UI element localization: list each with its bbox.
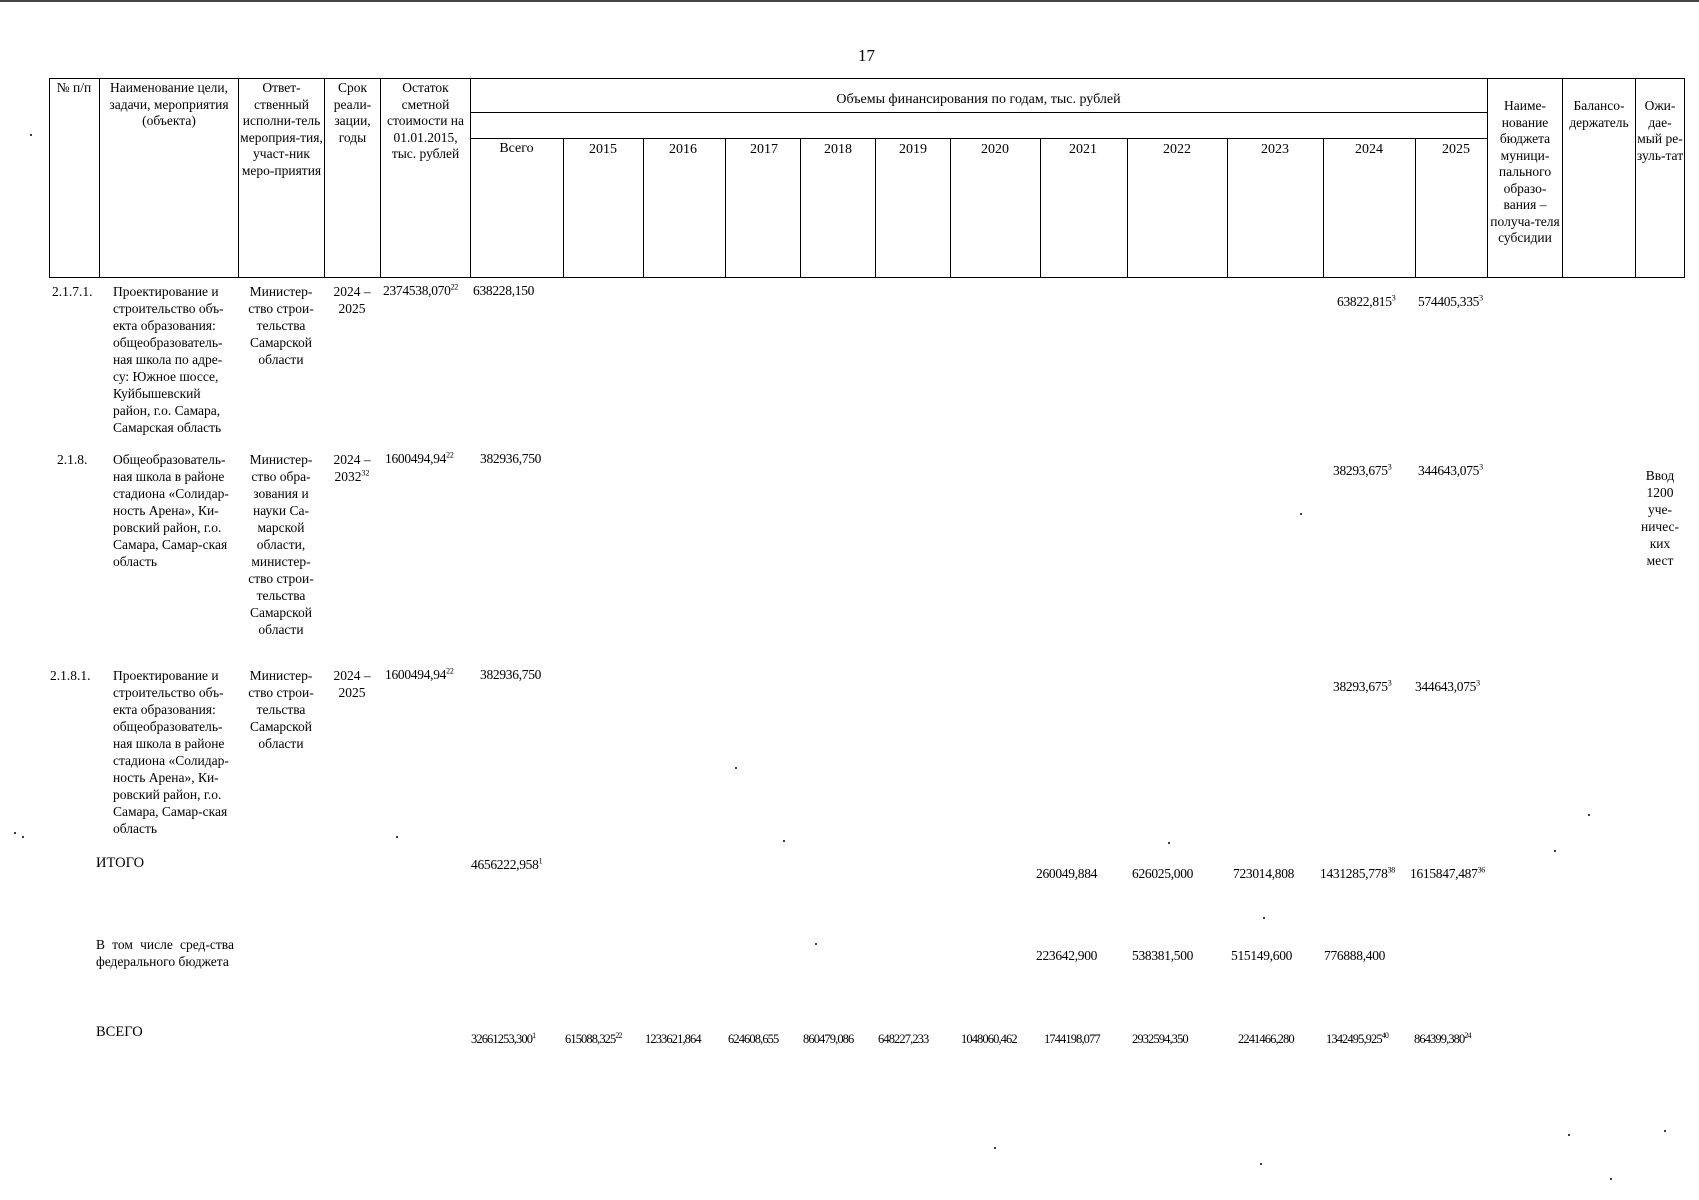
vsego-2019: 648227,233 <box>878 1032 929 1046</box>
federal-label: В том числе сред-ства федерального бюджета <box>96 937 234 969</box>
row-executor: Министер-ство строи-тельства Самарской области <box>248 284 314 367</box>
row-2024: 63822,815$^3$ <box>1337 293 1396 309</box>
vsego-2015: 615088,325$^{22}$ <box>565 1030 622 1046</box>
row-total: 382936,750 <box>480 667 542 682</box>
header-num: № п/п <box>56 80 92 95</box>
vsego-2025: 864399,380$^{24}$ <box>1414 1030 1471 1046</box>
row-name: Проектирование и строительство объ-екта образования: общеобразователь-ная школа по адре-су: Южное шоссе, Куйбышевский район, г.о. Самара, Самарская область <box>113 284 224 435</box>
row-number: 2.1.8. <box>57 452 88 467</box>
federal-2023: 515149,600 <box>1231 948 1293 963</box>
federal-2022: 538381,500 <box>1132 948 1194 963</box>
row-total: 638228,150 <box>473 283 535 298</box>
page-number: 17 <box>858 46 875 65</box>
vsego-label: ВСЕГО <box>96 1024 143 1040</box>
itogo-2021: 260049,884 <box>1036 866 1098 881</box>
vsego-2021: 1744198,077 <box>1044 1032 1100 1046</box>
header-funding: Объемы финансирования по годам, тыс. рублей <box>836 92 1121 107</box>
header-year-2024: 2024 <box>1355 142 1383 157</box>
row-balance: 2374538,070$^{22}$ <box>383 282 458 298</box>
header-result: Ожи-дае-мый ре-зуль-тат <box>1636 98 1684 163</box>
vsego-2020: 1048060,462 <box>961 1032 1017 1046</box>
itogo-2025: 1615847,487$^{36}$ <box>1410 865 1485 881</box>
itogo-total: 4656222,958$^1$ <box>471 856 543 872</box>
row-2025: 344643,075$^3$ <box>1418 462 1483 478</box>
row-total: 382936,750 <box>480 451 542 466</box>
header-name: Наименование цели, задачи, мероприятия (объекта) <box>109 80 229 128</box>
row-2024: 38293,675$^3$ <box>1333 678 1392 694</box>
itogo-2022: 626025,000 <box>1132 866 1194 881</box>
header-year-2017: 2017 <box>750 142 778 157</box>
row-2025: 344643,075$^3$ <box>1415 678 1480 694</box>
row-balance: 1600494,94$^{22}$ <box>385 666 454 682</box>
itogo-2024: 1431285,778$^{38}$ <box>1320 865 1395 881</box>
row-term: 2024 – 2032$^{32}$ <box>333 452 371 484</box>
row-name: Общеобразователь-ная школа в районе стадиона «Солидар-ность Арена», Ки-ровский район, г.о. Самара, Самар-ская область <box>113 452 229 569</box>
vsego-2018: 860479,086 <box>803 1032 854 1046</box>
header-year-2019: 2019 <box>899 142 927 157</box>
header-total: Всего <box>499 141 534 156</box>
header-executor: Ответ-ственный исполни-тель мероприя-тия, участ-ник меро-приятия <box>240 80 323 178</box>
vsego-2017: 624608,655 <box>728 1032 779 1046</box>
header-year-2022: 2022 <box>1163 142 1191 157</box>
itogo-label: ИТОГО <box>96 855 145 871</box>
vsego-2024: 1342495,925$^{40}$ <box>1326 1030 1388 1046</box>
federal-2024: 776888,400 <box>1324 948 1386 963</box>
header-year-2018: 2018 <box>824 142 852 157</box>
header-budget: Наиме-нование бюджета муници-пального образо-вания – получа-теля субсидии <box>1490 98 1560 245</box>
row-number: 2.1.7.1. <box>52 284 93 299</box>
row-number: 2.1.8.1. <box>50 668 91 683</box>
vsego-2022: 2932594,350 <box>1132 1032 1188 1046</box>
row-balance: 1600494,94$^{22}$ <box>385 450 454 466</box>
header-year-2016: 2016 <box>669 142 697 157</box>
scan-top-edge <box>0 0 1699 2</box>
row-result: Ввод 1200 уче-ничес-ких мест <box>1640 468 1680 568</box>
row-executor: Министер-ство строи-тельства Самарской области <box>248 668 314 751</box>
header-term: Срок реали-зации, годы <box>333 80 372 145</box>
header-year-2023: 2023 <box>1261 142 1289 157</box>
row-name: Проектирование и строительство объ-екта образования: общеобразователь-ная школа в районе стадиона «Солидар-ность Арена», Ки-ровский район, г.о. Самара, Самар-ская область <box>113 668 229 836</box>
row-term: 2024 – 2025 <box>333 668 371 700</box>
header-year-2015: 2015 <box>589 142 617 157</box>
vsego-2023: 2241466,280 <box>1238 1032 1294 1046</box>
header-balance: Остаток сметной стоимости на 01.01.2015, тыс. рублей <box>386 80 465 161</box>
vsego-2016: 1233621,864 <box>645 1032 701 1046</box>
row-term: 2024 – 2025 <box>333 284 371 316</box>
federal-2021: 223642,900 <box>1036 948 1098 963</box>
row-2024: 38293,675$^3$ <box>1333 462 1392 478</box>
vsego-total: 32661253,300$^1$ <box>471 1030 536 1046</box>
row-2025: 574405,335$^3$ <box>1418 293 1483 309</box>
header-year-2025: 2025 <box>1442 142 1470 157</box>
header-year-2020: 2020 <box>981 142 1009 157</box>
header-year-2021: 2021 <box>1069 142 1097 157</box>
header-holder: Балансо-держатель <box>1569 98 1629 130</box>
itogo-2023: 723014,808 <box>1233 866 1295 881</box>
row-executor: Министер-ство обра-зования и науки Са-марской области, министер-ство строи-тельства Самарской области <box>248 452 314 637</box>
